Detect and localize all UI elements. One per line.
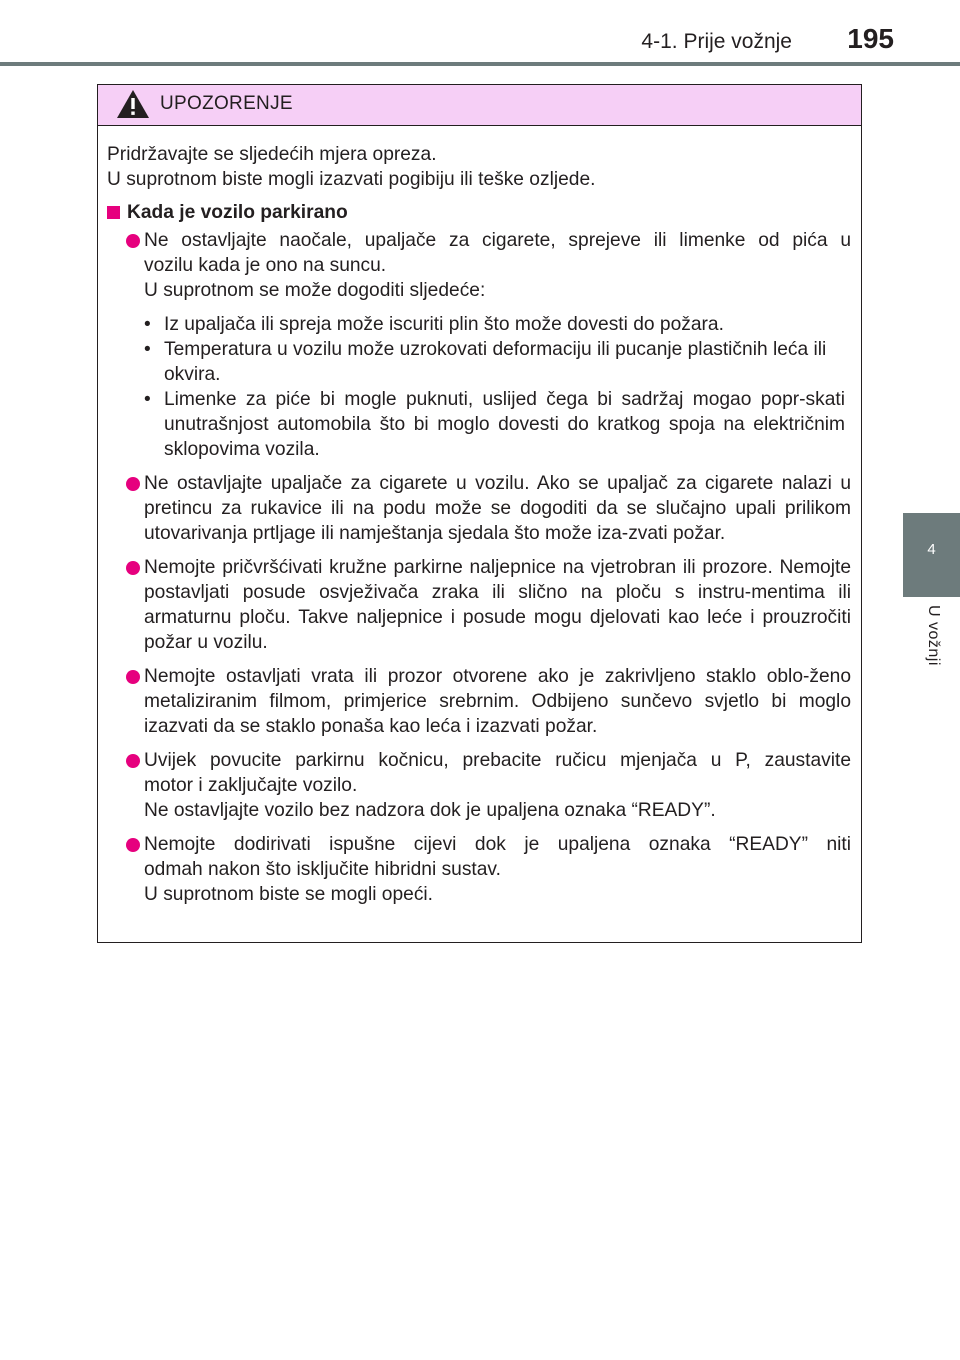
list-item xyxy=(107,664,851,739)
item-line: U suprotnom biste se mogli opeći. xyxy=(144,884,434,905)
page-number: 195 xyxy=(847,23,894,54)
dot-bullet-icon: • xyxy=(144,339,151,360)
circle-bullet-icon xyxy=(126,670,140,684)
warning-intro xyxy=(107,142,851,192)
list-item xyxy=(107,228,851,462)
section-heading xyxy=(107,200,851,225)
square-bullet-icon xyxy=(107,206,120,219)
item-line: Nemojte dodirivati ispušne cijevi dok je upaljena oznaka “READY” niti xyxy=(144,834,851,855)
item-line: odmah nakon što isključite hibridni sustav. xyxy=(144,859,501,880)
sub-list-item xyxy=(144,312,851,337)
item-text: Nemojte pričvršćivati kružne parkirne naljepnice na vjetrobran ili prozore. Nemojte postavljati posude osvježivača zraka ili slično na ploču s instru-mentima ili armaturnu ploču. Takve naljepnice i posude mogu djelovati kao leće i prouzročiti požar u vozilu. xyxy=(144,557,851,653)
item-text: Ne ostavljajte upaljače za cigarete u vozilu. Ako se upaljač za cigarete nalazi u pretincu za rukavice ili na podu može se dogoditi da se slučajno upali prilikom utovarivanja prtljage ili namještanja sjedala što može iza-zvati požar. xyxy=(144,473,851,544)
warning-title: UPOZORENJE xyxy=(160,93,293,114)
item-line: Ne ostavljajte vozilo bez nadzora dok je upaljena oznaka “READY”. xyxy=(144,800,716,821)
item-line: U suprotnom se može dogoditi sljedeće: xyxy=(144,280,486,301)
section-heading-text: Kada je vozilo parkirano xyxy=(127,202,348,223)
sub-list-item xyxy=(144,387,851,462)
list-item xyxy=(107,555,851,655)
circle-bullet-icon xyxy=(126,561,140,575)
intro-line: Pridržavajte se sljedećih mjera opreza. xyxy=(107,144,437,165)
warning-header xyxy=(98,85,861,126)
circle-bullet-icon xyxy=(126,838,140,852)
circle-bullet-icon xyxy=(126,477,140,491)
warning-triangle-icon xyxy=(116,89,150,119)
chapter-number: 4 xyxy=(927,541,936,558)
sub-item-text: Temperatura u vozilu može uzrokovati deformaciju ili pucanje plastičnih leća ili okvira. xyxy=(164,339,827,385)
chapter-label-text: U vožnji xyxy=(925,605,942,666)
sub-item-text: Iz upaljača ili spreja može iscuriti plin što može dovesti do požara. xyxy=(164,314,724,335)
item-text: Nemojte ostavljati vrata ili prozor otvorene ako je zakrivljeno staklo oblo-ženo metaliziranim filmom, primjerice srebrnim. Odbijeno sunčevo svjetlo bi moglo izazvati da se staklo ponaša kao leća i izazvati požar. xyxy=(144,666,851,737)
item-line: motor i zaključajte vozilo. xyxy=(144,775,358,796)
sub-list-item xyxy=(144,337,851,387)
item-line: Ne ostavljajte naočale, upaljače za cigarete, sprejeve ili limenke od pića u xyxy=(144,230,851,251)
chapter-label xyxy=(913,605,953,705)
intro-line: U suprotnom biste mogli izazvati pogibiju ili teške ozljede. xyxy=(107,169,596,190)
list-item xyxy=(107,471,851,546)
dot-bullet-icon: • xyxy=(144,314,151,335)
dot-bullet-icon: • xyxy=(144,389,151,410)
sub-item-text: Limenke za piće bi mogle puknuti, uslijed čega bi sadržaj mogao popr-skati unutrašnjost automobila što bi moglo dovesti do kratkog spoja na električnim sklopovima vozila. xyxy=(164,389,845,460)
list-item xyxy=(107,832,851,907)
section-title: 4-1. Prije vožnje xyxy=(641,30,792,53)
item-line: vozilu kada je ono na suncu. xyxy=(144,255,387,276)
list-item xyxy=(107,748,851,823)
circle-bullet-icon xyxy=(126,234,140,248)
chapter-tab xyxy=(903,513,960,597)
item-line: Uvijek povucite parkirnu kočnicu, prebacite ručicu mjenjača u P, zaustavite xyxy=(144,750,851,771)
circle-bullet-icon xyxy=(126,754,140,768)
warning-box xyxy=(97,84,862,943)
sub-list xyxy=(144,312,851,462)
header-divider xyxy=(0,62,960,66)
warning-body xyxy=(98,126,861,907)
